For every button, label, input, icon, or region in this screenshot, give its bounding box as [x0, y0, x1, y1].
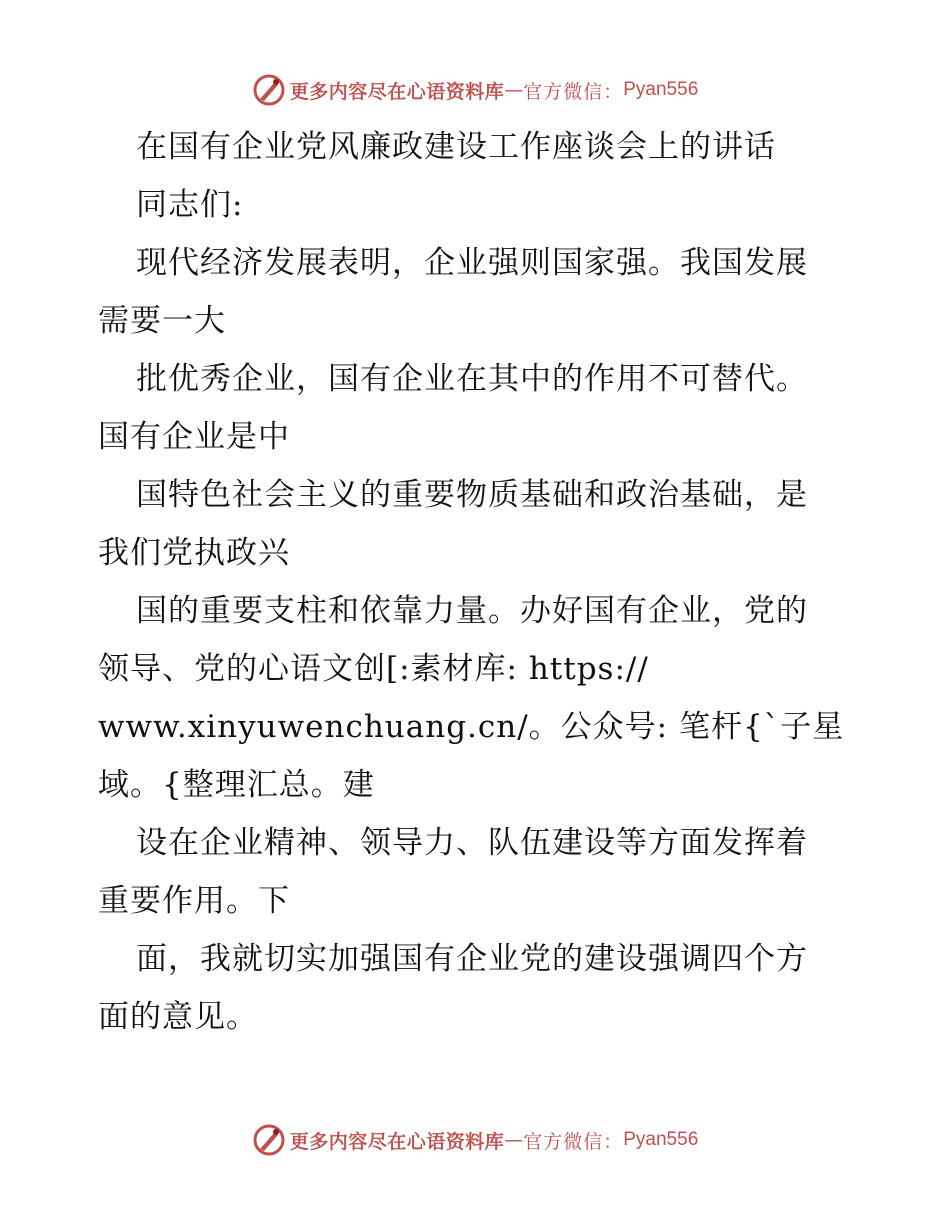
footer-banner	[0, 1120, 950, 1160]
paragraph-line: 国的重要支柱和依靠力量。办好国有企业，党的	[136, 593, 808, 629]
paragraph-line: 面，我就切实加强国有企业党的建设强调四个方	[136, 941, 808, 977]
document-body	[98, 118, 858, 1046]
paragraph-line: 域。{整理汇总。建	[98, 767, 375, 803]
paragraph-line: 面的意见。	[98, 999, 258, 1035]
paragraph-line: 设在企业精神、领导力、队伍建设等方面发挥着	[136, 825, 808, 861]
header-banner	[0, 70, 950, 110]
banner-wechat-label: 官方微信：	[523, 1130, 624, 1153]
paragraph-line: 批优秀企业，国有企业在其中的作用不可替代。	[136, 361, 808, 397]
quill-seal-icon	[252, 1123, 286, 1157]
banner-dash: —	[504, 1129, 524, 1151]
document-title: 在国有企业党风廉政建设工作座谈会上的讲话	[136, 129, 776, 165]
paragraph-line: 现代经济发展表明，企业强则国家强。我国发展	[136, 245, 808, 281]
paragraph-line: 重要作用。下	[98, 883, 290, 919]
paragraph-line: 国有企业是中	[98, 419, 290, 455]
banner-wechat-id: Pyan556	[623, 1129, 699, 1150]
paragraph-line: 我们党执政兴	[98, 535, 290, 571]
quill-seal-icon	[252, 73, 286, 107]
salutation: 同志们:	[136, 187, 244, 223]
banner-wechat-label: 官方微信：	[523, 80, 624, 103]
paragraph-line: 国特色社会主义的重要物质基础和政治基础，是	[136, 477, 808, 513]
paragraph-line: www.xinyuwenchuang.cn/。公众号: 笔杆{`子星	[98, 709, 845, 745]
paragraph-line: 需要一大	[98, 303, 226, 339]
paragraph-line: 领导、党的心语文创[:素材库: https://	[98, 651, 649, 687]
banner-wechat-id: Pyan556	[623, 79, 699, 100]
banner-dash: —	[504, 79, 524, 101]
banner-text: 更多内容尽在心语资料库	[289, 80, 505, 103]
banner-text: 更多内容尽在心语资料库	[289, 1130, 505, 1153]
